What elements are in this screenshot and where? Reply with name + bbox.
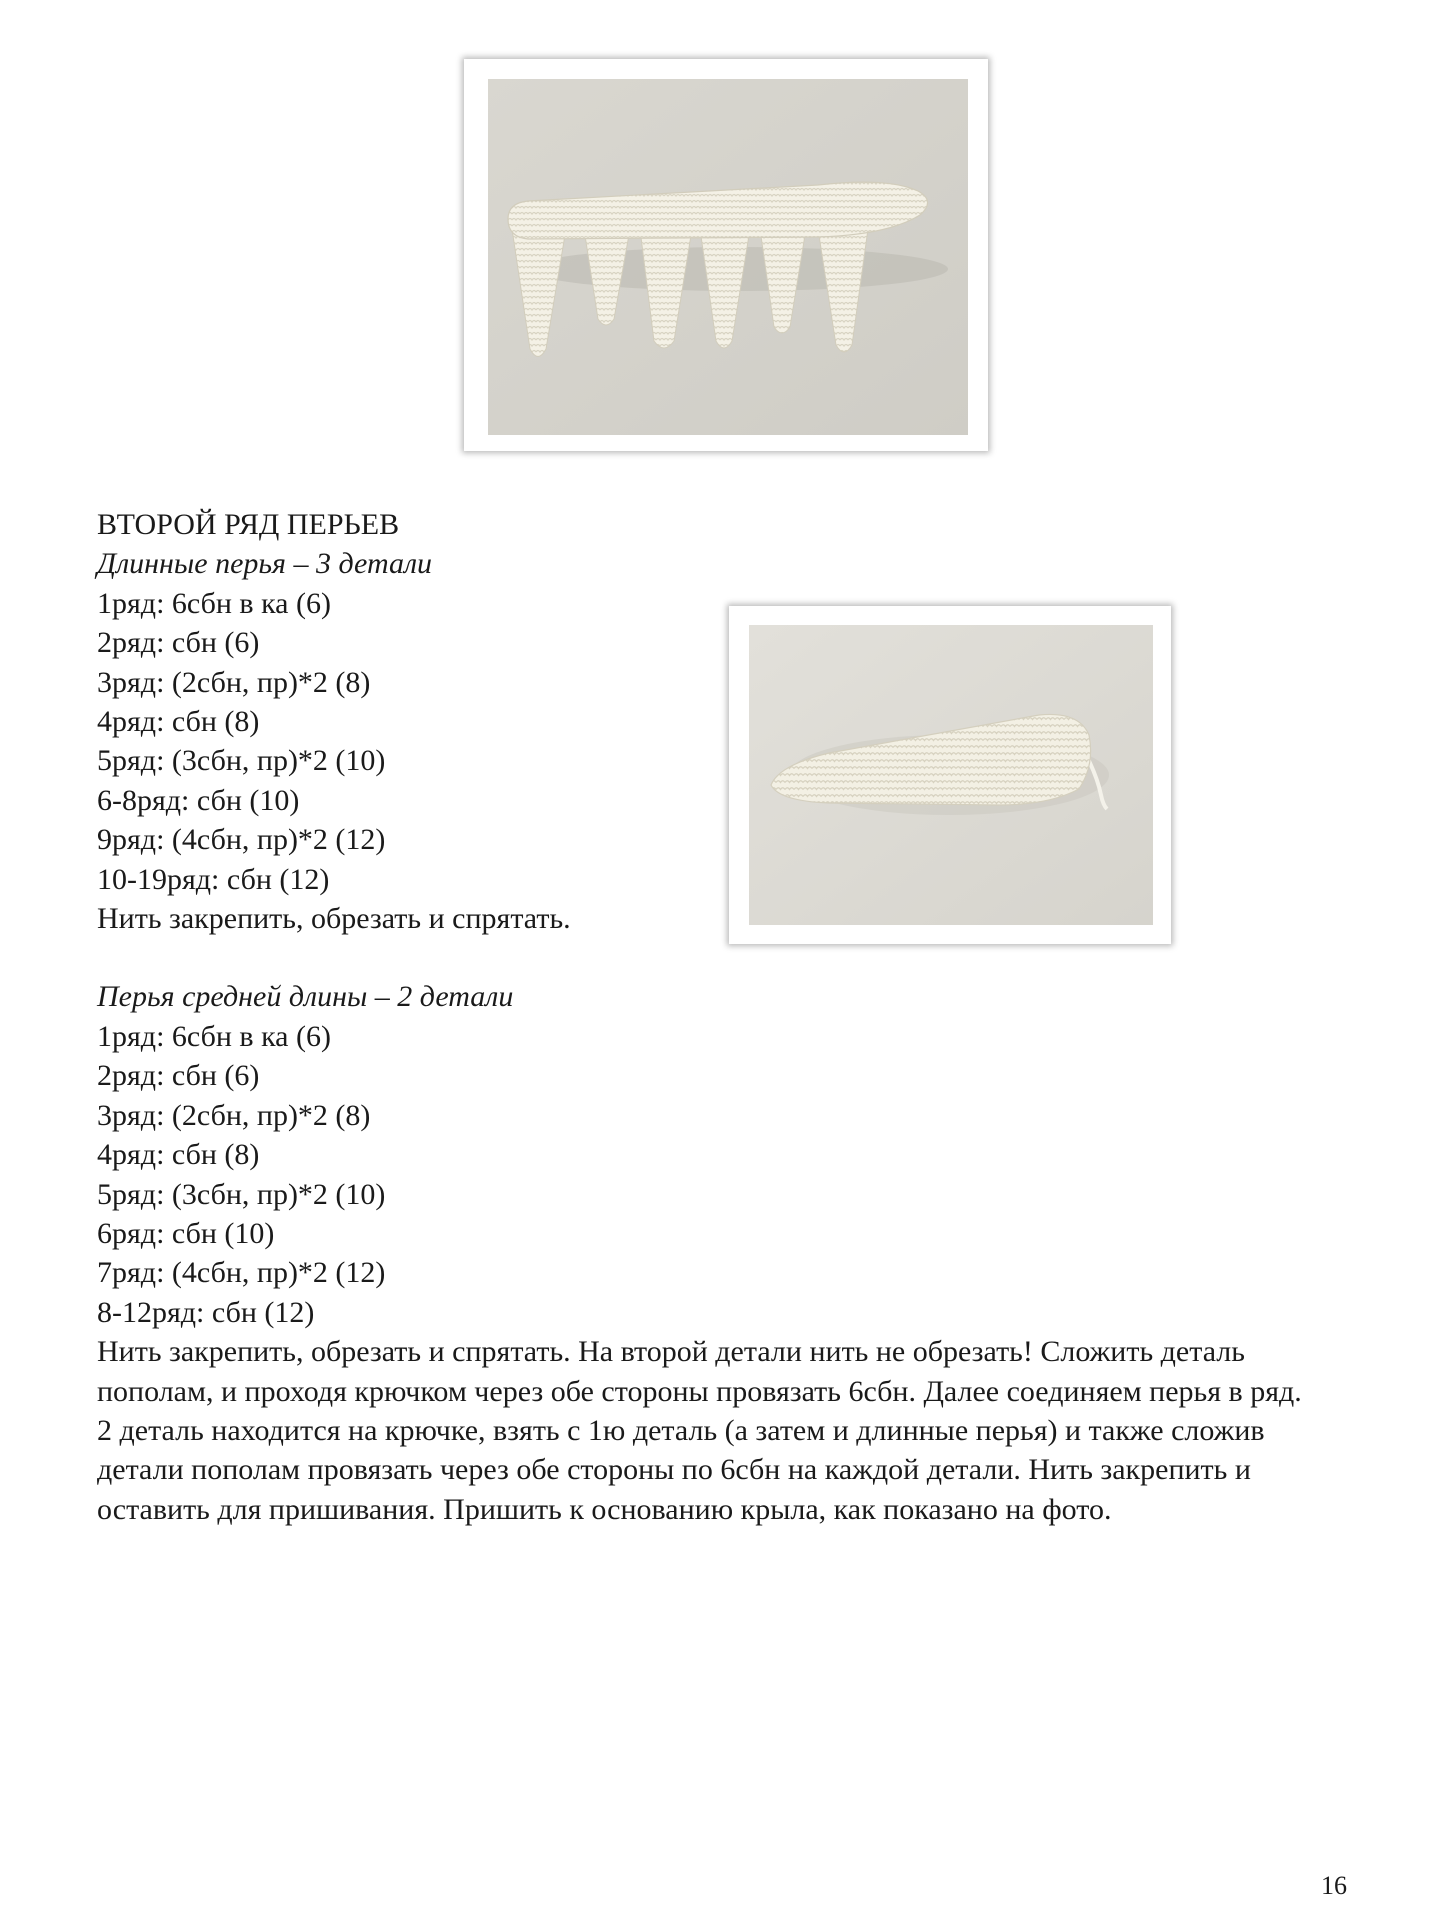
medium-feathers-row: 1ряд: 6сбн в ка (6) — [97, 1019, 331, 1053]
assembly-paragraph-1: Нить закрепить, обрезать и спрятать. На второй детали нить не обрезать! Сложить деталь пополам, и проходя крючком через обе стороны провязать 6сбн. Далее соединяем перья в ряд. — [97, 1335, 1302, 1408]
medium-feathers-row: 7ряд: (4сбн, пр)*2 (12) — [97, 1256, 386, 1290]
long-feathers-row: 4ряд: сбн (8) — [97, 705, 260, 739]
long-feathers-row: 1ряд: 6сбн в ка (6) — [97, 586, 331, 620]
pattern-text — [97, 505, 1357, 1529]
long-feathers-row: 9ряд: (4сбн, пр)*2 (12) — [97, 823, 386, 857]
medium-feathers-row: 5ряд: (3сбн, пр)*2 (10) — [97, 1177, 386, 1211]
long-feathers-row: 6-8ряд: сбн (10) — [97, 783, 300, 817]
feathers-row-photo-image — [488, 79, 968, 435]
long-feathers-row: 10-19ряд: сбн (12) — [97, 862, 330, 896]
long-feathers-finish: Нить закрепить, обрезать и спрятать. — [97, 902, 571, 936]
medium-feathers-row: 2ряд: сбн (6) — [97, 1059, 260, 1093]
long-feathers-row: 3ряд: (2сбн, пр)*2 (8) — [97, 665, 371, 699]
medium-feathers-row: 4ряд: сбн (8) — [97, 1138, 260, 1172]
page-number: 16 — [1321, 1871, 1347, 1900]
medium-feathers-row: 3ряд: (2сбн, пр)*2 (8) — [97, 1098, 371, 1132]
feathers-row-photo — [464, 59, 988, 451]
medium-feathers-row: 8-12ряд: сбн (12) — [97, 1295, 315, 1329]
long-feathers-row: 2ряд: сбн (6) — [97, 626, 260, 660]
spacer — [97, 938, 1357, 977]
section-title: ВТОРОЙ РЯД ПЕРЬЕВ — [97, 508, 400, 541]
long-feathers-row: 5ряд: (3сбн, пр)*2 (10) — [97, 744, 386, 778]
medium-feathers-row: 6ряд: сбн (10) — [97, 1216, 275, 1250]
medium-feathers-heading: Перья средней длины – 2 детали — [97, 980, 514, 1014]
assembly-paragraph-2: 2 деталь находится на крючке, взять с 1ю деталь (а затем и длинные перья) и также сложив детали пополам провязать через обе стороны по 6сбн на каждой детали. Нить закрепить и оставить для пришивания. Пришить к основанию крыла, как показано на фото. — [97, 1413, 1265, 1526]
long-feathers-heading: Длинные перья – 3 детали — [97, 547, 433, 581]
